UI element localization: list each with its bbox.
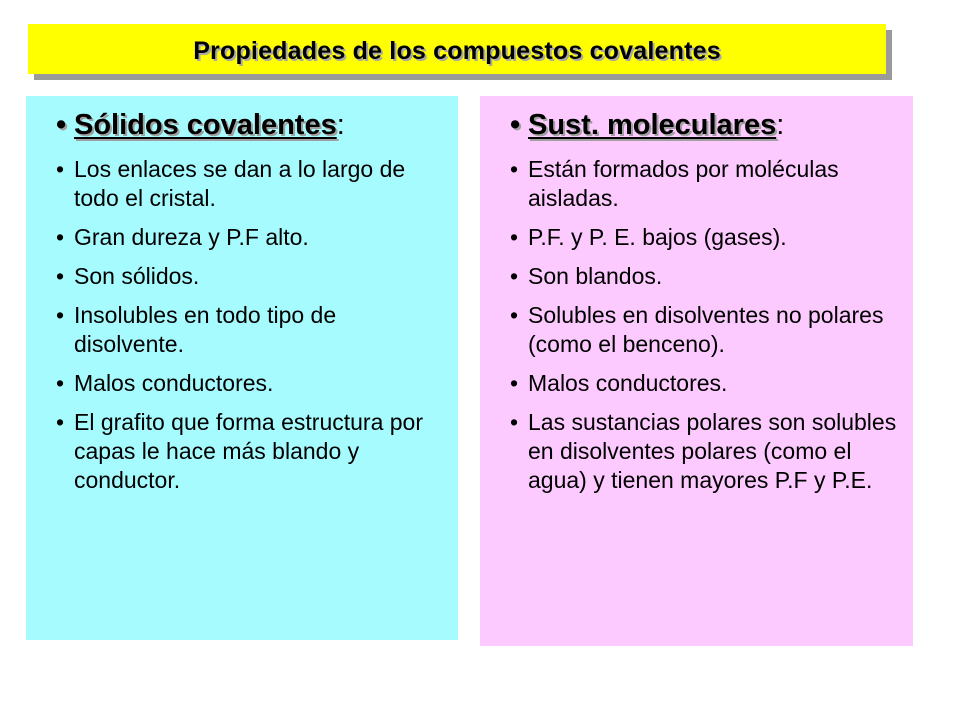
right-panel-sustancias-moleculares [480, 96, 913, 646]
right-list [510, 155, 899, 495]
bullet: • [510, 409, 519, 435]
list-item [56, 155, 444, 213]
left-heading [56, 108, 444, 142]
bullet: • [56, 224, 65, 250]
list-item-text: El grafito que forma estructura por capas le hace más blando y conductor. [74, 409, 423, 493]
bullet: • [56, 409, 65, 435]
list-item [56, 369, 444, 398]
right-heading [510, 108, 899, 142]
bullet: • [510, 224, 519, 250]
list-item [56, 301, 444, 359]
list-item-text: Están formados por moléculas aisladas. [528, 156, 839, 211]
list-item-text: Gran dureza y P.F alto. [74, 224, 309, 250]
list-item [56, 408, 444, 495]
left-list [56, 155, 444, 495]
list-item [56, 223, 444, 252]
right-heading-text: Sust. moleculares [528, 109, 777, 141]
list-item [510, 223, 899, 252]
list-item-text: Las sustancias polares son solubles en disolventes polares (como el agua) y tienen mayores P.F y P.E. [528, 409, 897, 493]
title-banner [28, 24, 886, 74]
list-item [510, 301, 899, 359]
right-heading-colon: : [776, 109, 785, 141]
list-item-text: Malos conductores. [528, 370, 728, 396]
list-item [510, 262, 899, 291]
list-item [56, 262, 444, 291]
left-heading-text: Sólidos covalentes [74, 109, 337, 141]
list-item [510, 408, 899, 495]
list-item-text: Insolubles en todo tipo de disolvente. [74, 302, 337, 357]
bullet: • [56, 156, 65, 182]
list-item-text: Malos conductores. [74, 370, 274, 396]
list-item-text: P.F. y P. E. bajos (gases). [528, 224, 787, 250]
list-item [510, 369, 899, 398]
list-item-text: Son sólidos. [74, 263, 200, 289]
bullet: • [510, 263, 519, 289]
bullet: • [56, 370, 65, 396]
list-item-text: Solubles en disolventes no polares (como el benceno). [528, 302, 884, 357]
page-title: Propiedades de los compuestos covalentes [193, 36, 721, 65]
left-heading-colon: : [336, 109, 345, 141]
list-item-text: Son blandos. [528, 263, 663, 289]
bullet: • [510, 302, 519, 328]
bullet: • [56, 263, 65, 289]
list-item-text: Los enlaces se dan a lo largo de todo el cristal. [74, 156, 406, 211]
bullet: • [56, 109, 67, 141]
bullet: • [56, 302, 65, 328]
bullet: • [510, 156, 519, 182]
left-panel-solidos-covalentes [26, 96, 458, 640]
list-item [510, 155, 899, 213]
bullet: • [510, 370, 519, 396]
bullet: • [510, 109, 521, 141]
